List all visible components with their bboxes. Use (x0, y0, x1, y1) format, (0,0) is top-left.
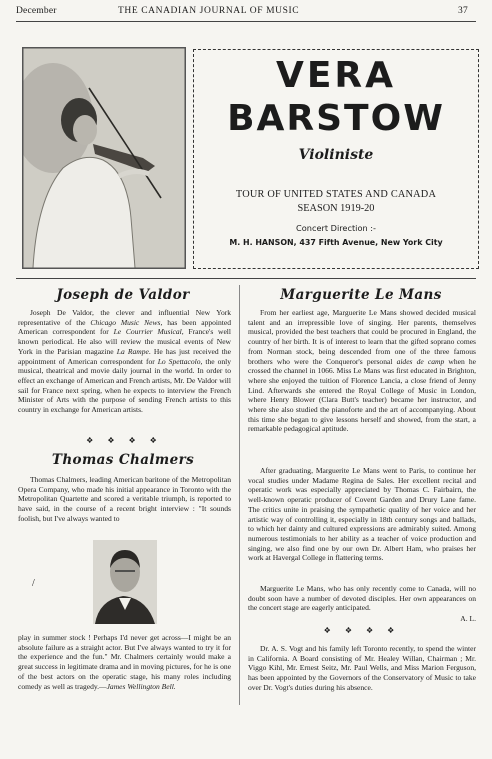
article-le-mans-part-3: Marguerite Le Mans, who has only recently come to Canada, will no doubt soon have a number of devoted disciples. Her own appearances on the concert stage are eagerly anticipated. (248, 584, 476, 613)
heading-thomas-chalmers: Thomas Chalmers (51, 452, 195, 468)
article-vogt: Dr. A. S. Vogt and his family left Toronto recently, to spend the winter in California. A Board consisting of Mr. Healey Willan, Chairman ; Mr. Viggo Kihl, Mr. Ernest Seitz, Mr. Paul Wells, and Miss Marion Ferguson, has been appointed by the Governors of the Conservatory of Music to take over Dr. Vogt's duties during his absence. (248, 644, 476, 692)
concert-direction-value: M. H. HANSON, 437 Fifth Avenue, New York City (229, 238, 443, 247)
header-journal-title: THE CANADIAN JOURNAL OF MUSIC (118, 6, 300, 16)
tour-line-1: TOUR OF UNITED STATES AND CANADA (235, 189, 437, 200)
section-rule (16, 278, 476, 279)
tour-line-2: SEASON 1919-20 (297, 203, 375, 214)
article-chalmers-continued: play in summer stock ! Perhaps I'd never get across—I might be an absolute failure as a straight actor. But I've always wanted to try it for the experience and the fun." Mr. Chalmers certainly would make a great success in legitimate drama and in moving pictures, for he is one of the best actors on the operatic stage, his many roles including comedy as well as tragedy.—James Wellington Bell. (18, 633, 231, 691)
header-page-number: 37 (458, 6, 468, 16)
article-le-mans-part-2: After graduating, Marguerite Le Mans went to Paris, to continue her vocal studies under Madame Regina de Sales. Her excellent recital and operatic work was especially appreciated by Thomas C. Fairbairn, the well-known operatic producer of Covent Garden and Drury Lane fame. The critics unite in praising the sympathetic quality of her voice and her artistic way of controlling it, especially in 18th century songs and ballads, to which her dainty and cultured expressions are admirably suited. Among numerous testimonials to her ability as a teacher of voice production and singing, we also find one by our own Dr. Albert Ham, who praises her work at Havergal College in flattering terms. (248, 466, 476, 563)
header-rule (16, 21, 476, 22)
ornament-separator: ❖ ❖ ❖ ❖ (86, 436, 163, 445)
ornament-separator-right: ❖ ❖ ❖ ❖ (323, 626, 401, 635)
pen-mark: / (32, 578, 35, 589)
column-divider (239, 285, 240, 705)
header-month: December (16, 6, 57, 16)
chalmers-figure (93, 540, 157, 624)
article-de-valdor: Joseph De Valdor, the clever and influential New York representative of the Chicago Music News, has been appointed American correspondent for Le Courrier Musical, France's well known periodical. He also will review the musical events of New York in the Parisian magazine La Rampe. He has just received the appointment of American correspondent for Lo Spettacolo, the only musical, theatrical and movie daily journal in the world. In order to effect an exchange of American and French artists, Mr. De Valdor will sail for France next spring, when he expects to interview the French Minister of Arts with the purpose of sending French artists to this country in exchange for American artists. (18, 308, 231, 415)
heading-marguerite-le-mans: Marguerite Le Mans (280, 287, 442, 303)
artist-last-name: BARSTOW (227, 98, 445, 139)
violinist-photo (22, 47, 186, 269)
chalmers-portrait (93, 540, 157, 624)
article-chalmers: Thomas Chalmers, leading American baritone of the Metropolitan Opera Company, who made his initial appearance in Toronto with the Metropolitan Quartette and scored a veritable triumph, is reported to have said, in the course of a recent bright interview : "It sounds foolish, but I've always wanted to (18, 475, 231, 523)
artist-role: Violiniste (298, 147, 374, 163)
heading-joseph-de-valdor: Joseph de Valdor (56, 287, 190, 303)
violinist-figure (23, 48, 185, 268)
article-le-mans-part-1: From her earliest age, Marguerite Le Mans showed decided musical talent and an irrepressible love of singing. Her parents, themselves musical, provided the best teachers that could be procured in England, the country of her birth. It is of interest to learn that the gifted soprano comes from Norman stock, being descended from one of the three famous brothers who were the Conqueror's personal aides de camp when he crossed the channel in 1066. Miss Le Mans was first educated in Brighton, where she enjoyed the tuition of Florence Lancia, a close friend of Jenny Lind. Afterwards she entered the Royal College of Music in London, where Henry Blower (Clara Butt's teacher) became her instructor, and where she also studied the pianoforte and the art of accompanying. About this time she began to give lessons herself and showed, from the start, a remarkable pedagogical aptitude. (248, 308, 476, 434)
artist-first-name: VERA (275, 55, 397, 96)
article-signature: A. L. (460, 614, 476, 623)
concert-direction-label: Concert Direction :- (296, 223, 376, 233)
